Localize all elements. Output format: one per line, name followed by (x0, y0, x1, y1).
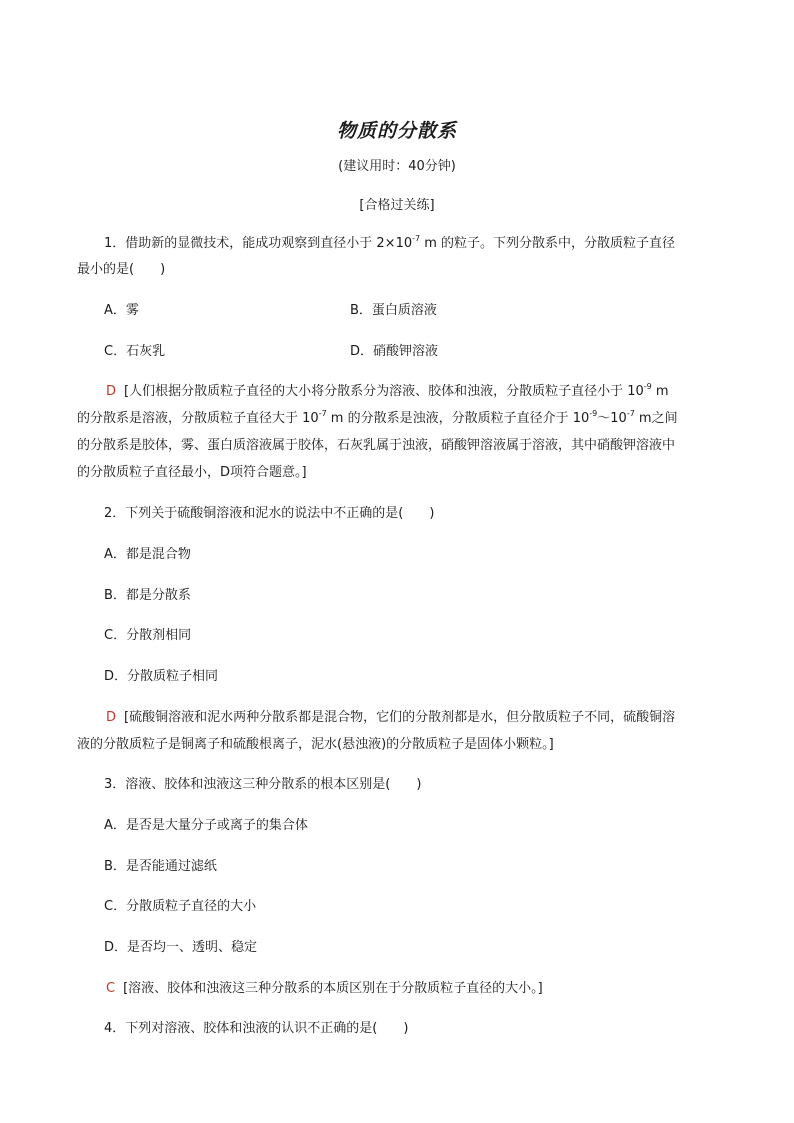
q2-option-d: D．分散质粒子相同 (104, 669, 219, 684)
q1-stem-line1 (104, 231, 675, 256)
q2-option-c: C．分散剂相同 (104, 628, 192, 643)
q2-explanation-line2: 液的分散质粒子是铜离子和硫酸根离子，泥水(悬浊液)的分散质粒子是固体小颗粒。] (77, 737, 554, 752)
q1-option-d: D．硝酸钾溶液 (350, 344, 439, 359)
q1-stem-line2: 最小的是( ) (77, 262, 166, 277)
q1-explanation-line2 (77, 406, 678, 431)
q1-exp-l1-a: [人们根据分散质粒子直径的大小将分散系分为溶液、胶体和浊液，分散质粒子直径小于 10 (124, 384, 644, 399)
q3-option-c: C．分散质粒子直径的大小 (104, 899, 257, 914)
q1-option-c: C．石灰乳 (104, 344, 166, 359)
q2-exp-l1: [硫酸铜溶液和泥水两种分散系都是混合物，它们的分散剂都是水，但分散质粒子不同，硫酸铜溶 (124, 710, 676, 725)
q1-exp-l2-b: m 的分散系是浊液，分散质粒子直径介于 10 (326, 411, 590, 426)
q3-option-d: D．是否均一、透明、稳定 (104, 940, 258, 955)
q4-stem: 4．下列对溶液、胶体和浊液的认识不正确的是( ) (104, 1021, 409, 1036)
q1-exp-l1-b: m (651, 384, 669, 399)
q2-answer: D (106, 710, 117, 725)
document-subtitle: (建议用时：40分钟) (338, 159, 456, 174)
q1-stem-b: m 的粒子。下列分散系中，分散质粒子直径 (420, 236, 676, 251)
q1-exp-l2-sup1: -7 (318, 409, 327, 418)
q1-explanation-line1 (106, 379, 669, 404)
section-heading: [合格过关练] (359, 198, 435, 213)
q1-exp-l2-d: m之间 (634, 411, 678, 426)
q3-explanation-line1 (106, 976, 543, 1001)
q3-stem: 3．溶液、胶体和浊液这三种分散系的根本区别是( ) (104, 777, 422, 792)
q1-exp-l2-a: 的分散系是溶液，分散质粒子直径大于 10 (77, 411, 319, 426)
q2-stem: 2．下列关于硫酸铜溶液和泥水的说法中不正确的是( ) (104, 506, 435, 521)
q1-exp-l2-c: ～10 (597, 411, 627, 426)
q2-explanation-line1 (106, 705, 675, 730)
document-title: 物质的分散系 (336, 120, 457, 142)
q2-option-a: A．都是混合物 (104, 547, 191, 562)
q3-answer: C (106, 981, 116, 996)
q1-explanation-line4: 的分散质粒子直径最小，D项符合题意。] (77, 465, 307, 480)
q3-option-b: B．是否能通过滤纸 (104, 859, 217, 874)
q3-exp-l1: [溶液、胶体和浊液这三种分散系的本质区别在于分散质粒子直径的大小。] (123, 981, 543, 996)
q3-option-a: A．是否是大量分子或离子的集合体 (104, 818, 308, 833)
q2-option-b: B．都是分散系 (104, 588, 191, 603)
q1-exponent: -7 (412, 234, 421, 243)
q1-option-b: B．蛋白质溶液 (350, 303, 437, 318)
q1-answer: D (106, 384, 117, 399)
q1-exp-l2-sup3: -7 (626, 409, 635, 418)
q1-option-a: A．雾 (104, 303, 139, 318)
q1-stem-a: 1．借助新的显微技术，能成功观察到直径小于 2×10 (104, 236, 413, 251)
q1-explanation-line3: 的分散系是胶体，雾、蛋白质溶液属于胶体，石灰乳属于浊液，硝酸钾溶液属于溶液，其中硝酸钾溶液中 (77, 438, 676, 453)
q1-exp-l2-sup2: -9 (589, 409, 598, 418)
q1-exp-l1-sup: -9 (643, 382, 652, 391)
